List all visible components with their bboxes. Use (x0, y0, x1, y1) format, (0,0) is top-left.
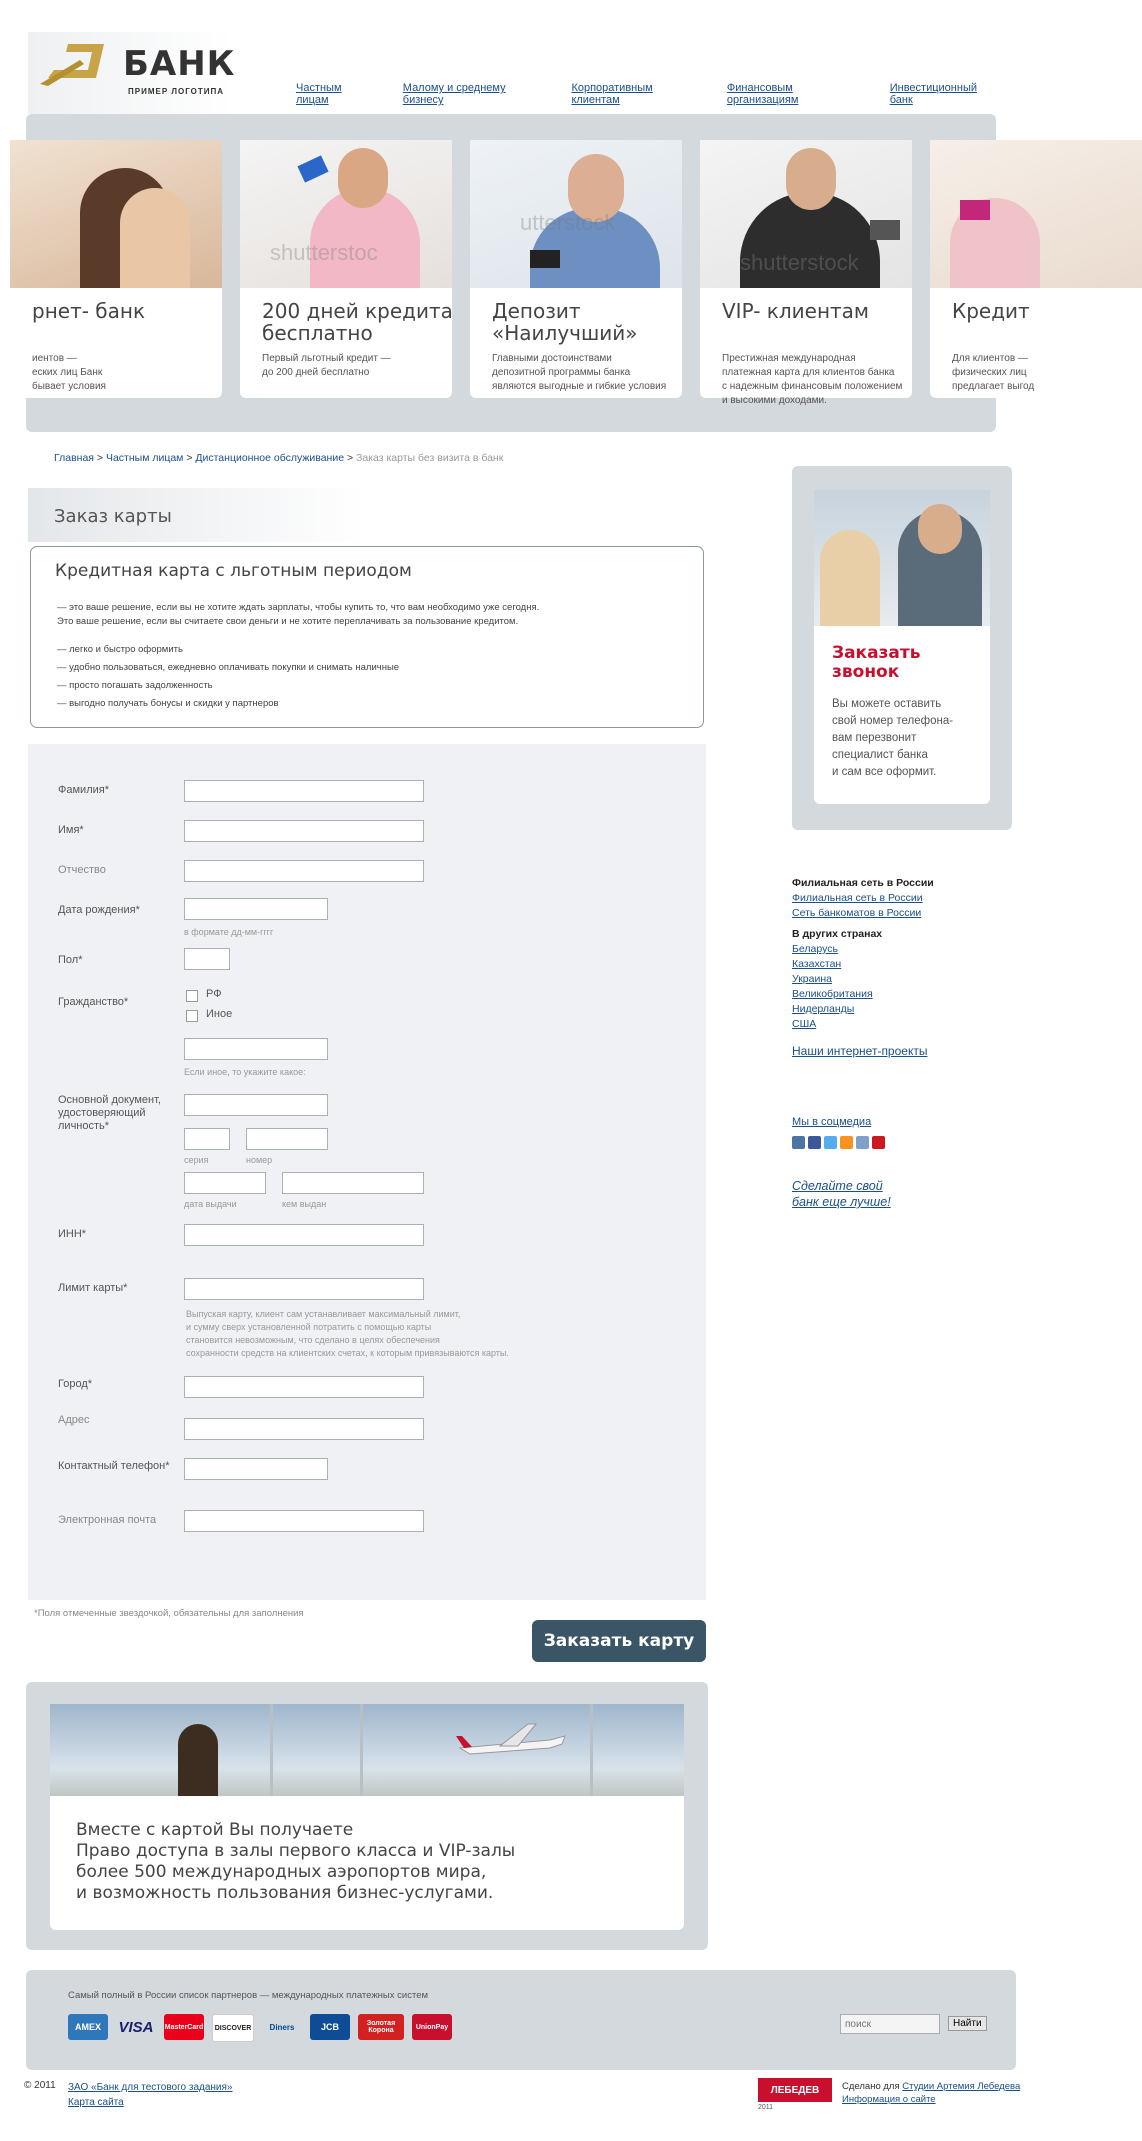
made-by-prefix: Сделано для (842, 2081, 903, 2092)
inn-input[interactable] (184, 1224, 424, 1246)
breadcrumb-remote[interactable]: Дистанционное обслуживание (195, 452, 345, 464)
logo-word: БАНК (123, 44, 236, 84)
card-order-form (28, 744, 706, 1600)
social-icons (792, 1136, 885, 1149)
partners-panel (26, 1970, 1016, 2070)
visa-logo: VISA (118, 2018, 154, 2036)
slide-title: рнет- банк (32, 299, 146, 323)
slide-description: Первый льготный кредит — до 200 дней бесплатно (262, 353, 391, 378)
airplane-icon (450, 1718, 570, 1768)
slide-title: Депозит «Наилучший» (492, 299, 638, 345)
benefits-list (57, 641, 399, 713)
site-info-link[interactable]: Информация о сайте (842, 2094, 936, 2105)
name-input[interactable] (184, 820, 424, 842)
callback-box (792, 466, 1012, 830)
odnoklassniki-icon[interactable] (840, 1136, 853, 1149)
citizenship-hint: Если иное, то укажите какое: (184, 1067, 306, 1077)
promo-text: Вместе с картой Вы получаете Право доступа в залы первого класса и VIP-залы более 500 международных аэропортов мира, и возможность пользования бизнес-услугами. (76, 1820, 516, 1903)
birthdate-hint: в формате дд-мм-гггг (184, 927, 274, 937)
jcb-logo: JCB (310, 2014, 350, 2040)
list-item: — выгодно получать бонусы и скидки у партнеров (57, 698, 279, 709)
breadcrumb-separator: > (346, 452, 357, 464)
link-netherlands[interactable]: Нидерланды (792, 1003, 855, 1015)
watermark: shutterstoc (270, 240, 378, 265)
vkontakte-icon[interactable] (792, 1136, 805, 1149)
carousel-slide-vip[interactable] (700, 140, 912, 406)
phone-input[interactable] (184, 1458, 328, 1480)
company-link[interactable]: ЗАО «Банк для тестового задания» (68, 2082, 233, 2093)
city-input[interactable] (184, 1376, 424, 1398)
address-label: Адрес (58, 1414, 90, 1426)
citizenship-label: Гражданство* (58, 996, 129, 1008)
breadcrumb-private[interactable]: Частным лицам (105, 452, 184, 464)
inn-label: ИНН* (58, 1228, 87, 1240)
email-input[interactable] (184, 1510, 424, 1532)
list-item: — удобно пользоваться, ежедневно оплачивать покупки и снимать наличные (57, 662, 400, 673)
breadcrumb (54, 452, 503, 464)
slide-title: VIP- клиентам (722, 299, 870, 323)
link-atm-network[interactable]: Сеть банкоматов в России (792, 907, 922, 919)
limit-hint: Выпуская карту, клиент сам устанавливает максимальный лимит, и сумму сверх установленной потратить с помощью карты становится невозможным, что сделано в целях обеспечения сохранности средств на клиентских счетах, к которым привязываются карты. (186, 1309, 509, 1358)
sitemap-link[interactable]: Карта сайта (68, 2097, 124, 2108)
logo-tagline: ПРИМЕР ЛОГОТИПА (128, 87, 225, 96)
mastercard-logo: MasterCard (164, 2014, 204, 2040)
card-info-title: Кредитная карта с льготным периодом (55, 561, 412, 581)
improve-bank-link[interactable]: Сделайте свой банк еще лучше! (792, 1179, 891, 1209)
nav-small-business[interactable]: Малому и среднему бизнесу (402, 82, 506, 106)
surname-label: Фамилия* (58, 784, 109, 796)
name-label: Имя* (58, 824, 84, 836)
link-branch-network[interactable]: Филиальная сеть в России (792, 892, 923, 904)
intro-line: Это ваше решение, если вы считаете свои деньги и не хотите переплачивать за пользование кредитом. (57, 616, 519, 627)
slide-description: Для клиентов — физических лиц предлагает выгод (952, 353, 1035, 392)
limit-label: Лимит карты* (58, 1282, 128, 1294)
link-uk[interactable]: Великобритания (792, 988, 873, 1000)
link-ukraine[interactable]: Украина (792, 973, 832, 985)
carousel-slide-200-days[interactable] (240, 140, 452, 398)
document-type-input[interactable] (184, 1094, 328, 1116)
link-kazakhstan[interactable]: Казахстан (792, 958, 842, 970)
email-label: Электронная почта (58, 1514, 157, 1526)
studio-link[interactable]: Студии Артемия Лебедева (902, 2081, 1021, 2092)
search-input[interactable] (840, 2014, 940, 2034)
citizenship-rf-label: РФ (206, 988, 222, 1000)
series-hint: серия (184, 1155, 209, 1165)
nav-financial[interactable]: Финансовым организациям (726, 82, 799, 106)
link-usa[interactable]: США (792, 1018, 817, 1030)
made-by (842, 2080, 1020, 2106)
list-item: — просто погашать задолженность (57, 680, 213, 691)
airport-photo (50, 1704, 684, 1796)
payment-systems (68, 2014, 452, 2042)
slide-photo (10, 140, 222, 288)
document-label: Основной документ, удостоверяющий личность* (58, 1094, 161, 1132)
unionpay-logo: UnionPay (412, 2014, 452, 2040)
carousel-slide-internet-bank[interactable] (10, 140, 222, 398)
facebook-icon[interactable] (808, 1136, 821, 1149)
search-button[interactable]: Найти (948, 2016, 987, 2031)
promo-carousel (26, 114, 1035, 432)
company-links (68, 2080, 233, 2110)
callback-title: Заказать звонок (832, 643, 921, 682)
breadcrumb-home[interactable]: Главная (54, 452, 94, 464)
abroad-heading: В других странах (792, 928, 883, 940)
issued-by-hint: кем выдан (282, 1199, 327, 1209)
partners-text: Самый полный в России список партнеров — международных платежных систем (68, 1990, 429, 2001)
intro-line: — это ваше решение, если вы не хотите ждать зарплаты, чтобы купить то, что вам необходимо уже сегодня. (57, 602, 540, 613)
citizenship-other-label: Иное (206, 1008, 233, 1020)
discover-logo: DISCOVER (212, 2014, 254, 2042)
citizenship-other-checkbox[interactable] (186, 1010, 198, 1022)
required-note: *Поля отмеченные звездочкой, обязательны для заполнения (34, 1608, 304, 1619)
call-center-photo (814, 490, 990, 626)
russia-heading: Филиальная сеть в России (792, 877, 934, 889)
amex-logo: AMEX (68, 2014, 108, 2040)
issue-date-hint: дата выдачи (184, 1199, 237, 1209)
city-label: Город* (58, 1378, 93, 1390)
slide-photo (930, 140, 1142, 288)
link-belarus[interactable]: Беларусь (792, 943, 838, 955)
slide-photo (470, 140, 682, 288)
card-info-intro (57, 601, 539, 629)
document-number-input[interactable] (246, 1128, 328, 1150)
promo-card (50, 1704, 684, 1930)
card-info-box (30, 546, 704, 728)
list-item: — легко и быстро оформить (57, 644, 183, 655)
issued-by-input[interactable] (282, 1172, 424, 1194)
social-title-link[interactable]: Мы в соцмедиа (792, 1116, 872, 1128)
livejournal-icon[interactable] (856, 1136, 869, 1149)
gender-select[interactable] (184, 948, 230, 970)
carousel-slide-deposit[interactable] (470, 140, 682, 398)
patronymic-input[interactable] (184, 860, 424, 882)
breadcrumb-separator: > (96, 452, 106, 464)
birthdate-input[interactable] (184, 898, 328, 920)
surname-input[interactable] (184, 780, 424, 802)
lebedev-logo[interactable]: ЛЕБЕДЕВ (758, 2078, 832, 2102)
breadcrumb-separator: > (186, 452, 196, 464)
slide-title: 200 дней кредита бесплатно (262, 299, 453, 345)
order-card-button[interactable]: Заказать карту (532, 1620, 706, 1662)
logo-mark-icon (40, 40, 110, 86)
number-hint: номер (246, 1155, 273, 1165)
issue-date-input[interactable] (184, 1172, 266, 1194)
slide-description: Главными достоинствами депозитной программы банка являются выгодные и гибкие условия (492, 353, 667, 392)
document-series-input[interactable] (184, 1128, 230, 1150)
slide-title: Кредит (952, 299, 1030, 323)
twitter-icon[interactable] (824, 1136, 837, 1149)
sidebar-links (792, 876, 934, 1059)
top-navigation (296, 82, 1027, 106)
citizenship-rf-checkbox[interactable] (186, 990, 198, 1002)
phone-label: Контактный телефон* (58, 1460, 170, 1472)
slide-description: иентов — еских лиц Банк бывает условия (32, 353, 106, 392)
diners-logo: Diners (269, 2022, 295, 2032)
slide-photo (700, 140, 912, 288)
nav-investment[interactable]: Инвестиционный банк (889, 82, 977, 106)
gender-label: Пол* (58, 954, 83, 966)
slide-description: Престижная международная платежная карта для клиентов банка с надежным финансовым положением и высокими доходами. (722, 353, 903, 406)
carousel-viewport (32, 140, 1035, 406)
watermark: utterstock (520, 210, 616, 235)
airport-promo (26, 1682, 708, 1950)
bank-logo[interactable] (28, 32, 236, 114)
birthdate-label: Дата рождения* (58, 904, 140, 916)
watermark: shutterstock (740, 250, 859, 275)
copyright: © 2011 (24, 2080, 56, 2091)
breadcrumb-current: Заказ карты без визита в банк (356, 452, 504, 464)
page-title: Заказ карты (54, 506, 172, 527)
lebedev-year: 2011 (758, 2104, 774, 2111)
address-input[interactable] (184, 1418, 424, 1440)
callback-card[interactable] (814, 490, 990, 804)
patronymic-label: Отчество (58, 864, 106, 876)
zolotaya-korona-logo: Золотая Корона (358, 2014, 404, 2040)
link-internet-projects[interactable]: Наши интернет-проекты (792, 1044, 928, 1058)
youtube-icon[interactable] (872, 1136, 885, 1149)
callback-text: Вы можете оставить свой номер телефона- вам перезвонит специалист банка и сам все оформит. (832, 698, 954, 778)
nav-private[interactable]: Частным лицам (296, 82, 342, 106)
limit-input[interactable] (184, 1278, 424, 1300)
nav-corporate[interactable]: Корпоративным клиентам (571, 82, 653, 106)
carousel-slide-credit[interactable] (930, 140, 1142, 398)
slide-photo (240, 140, 452, 288)
citizenship-other-input[interactable] (184, 1038, 328, 1060)
